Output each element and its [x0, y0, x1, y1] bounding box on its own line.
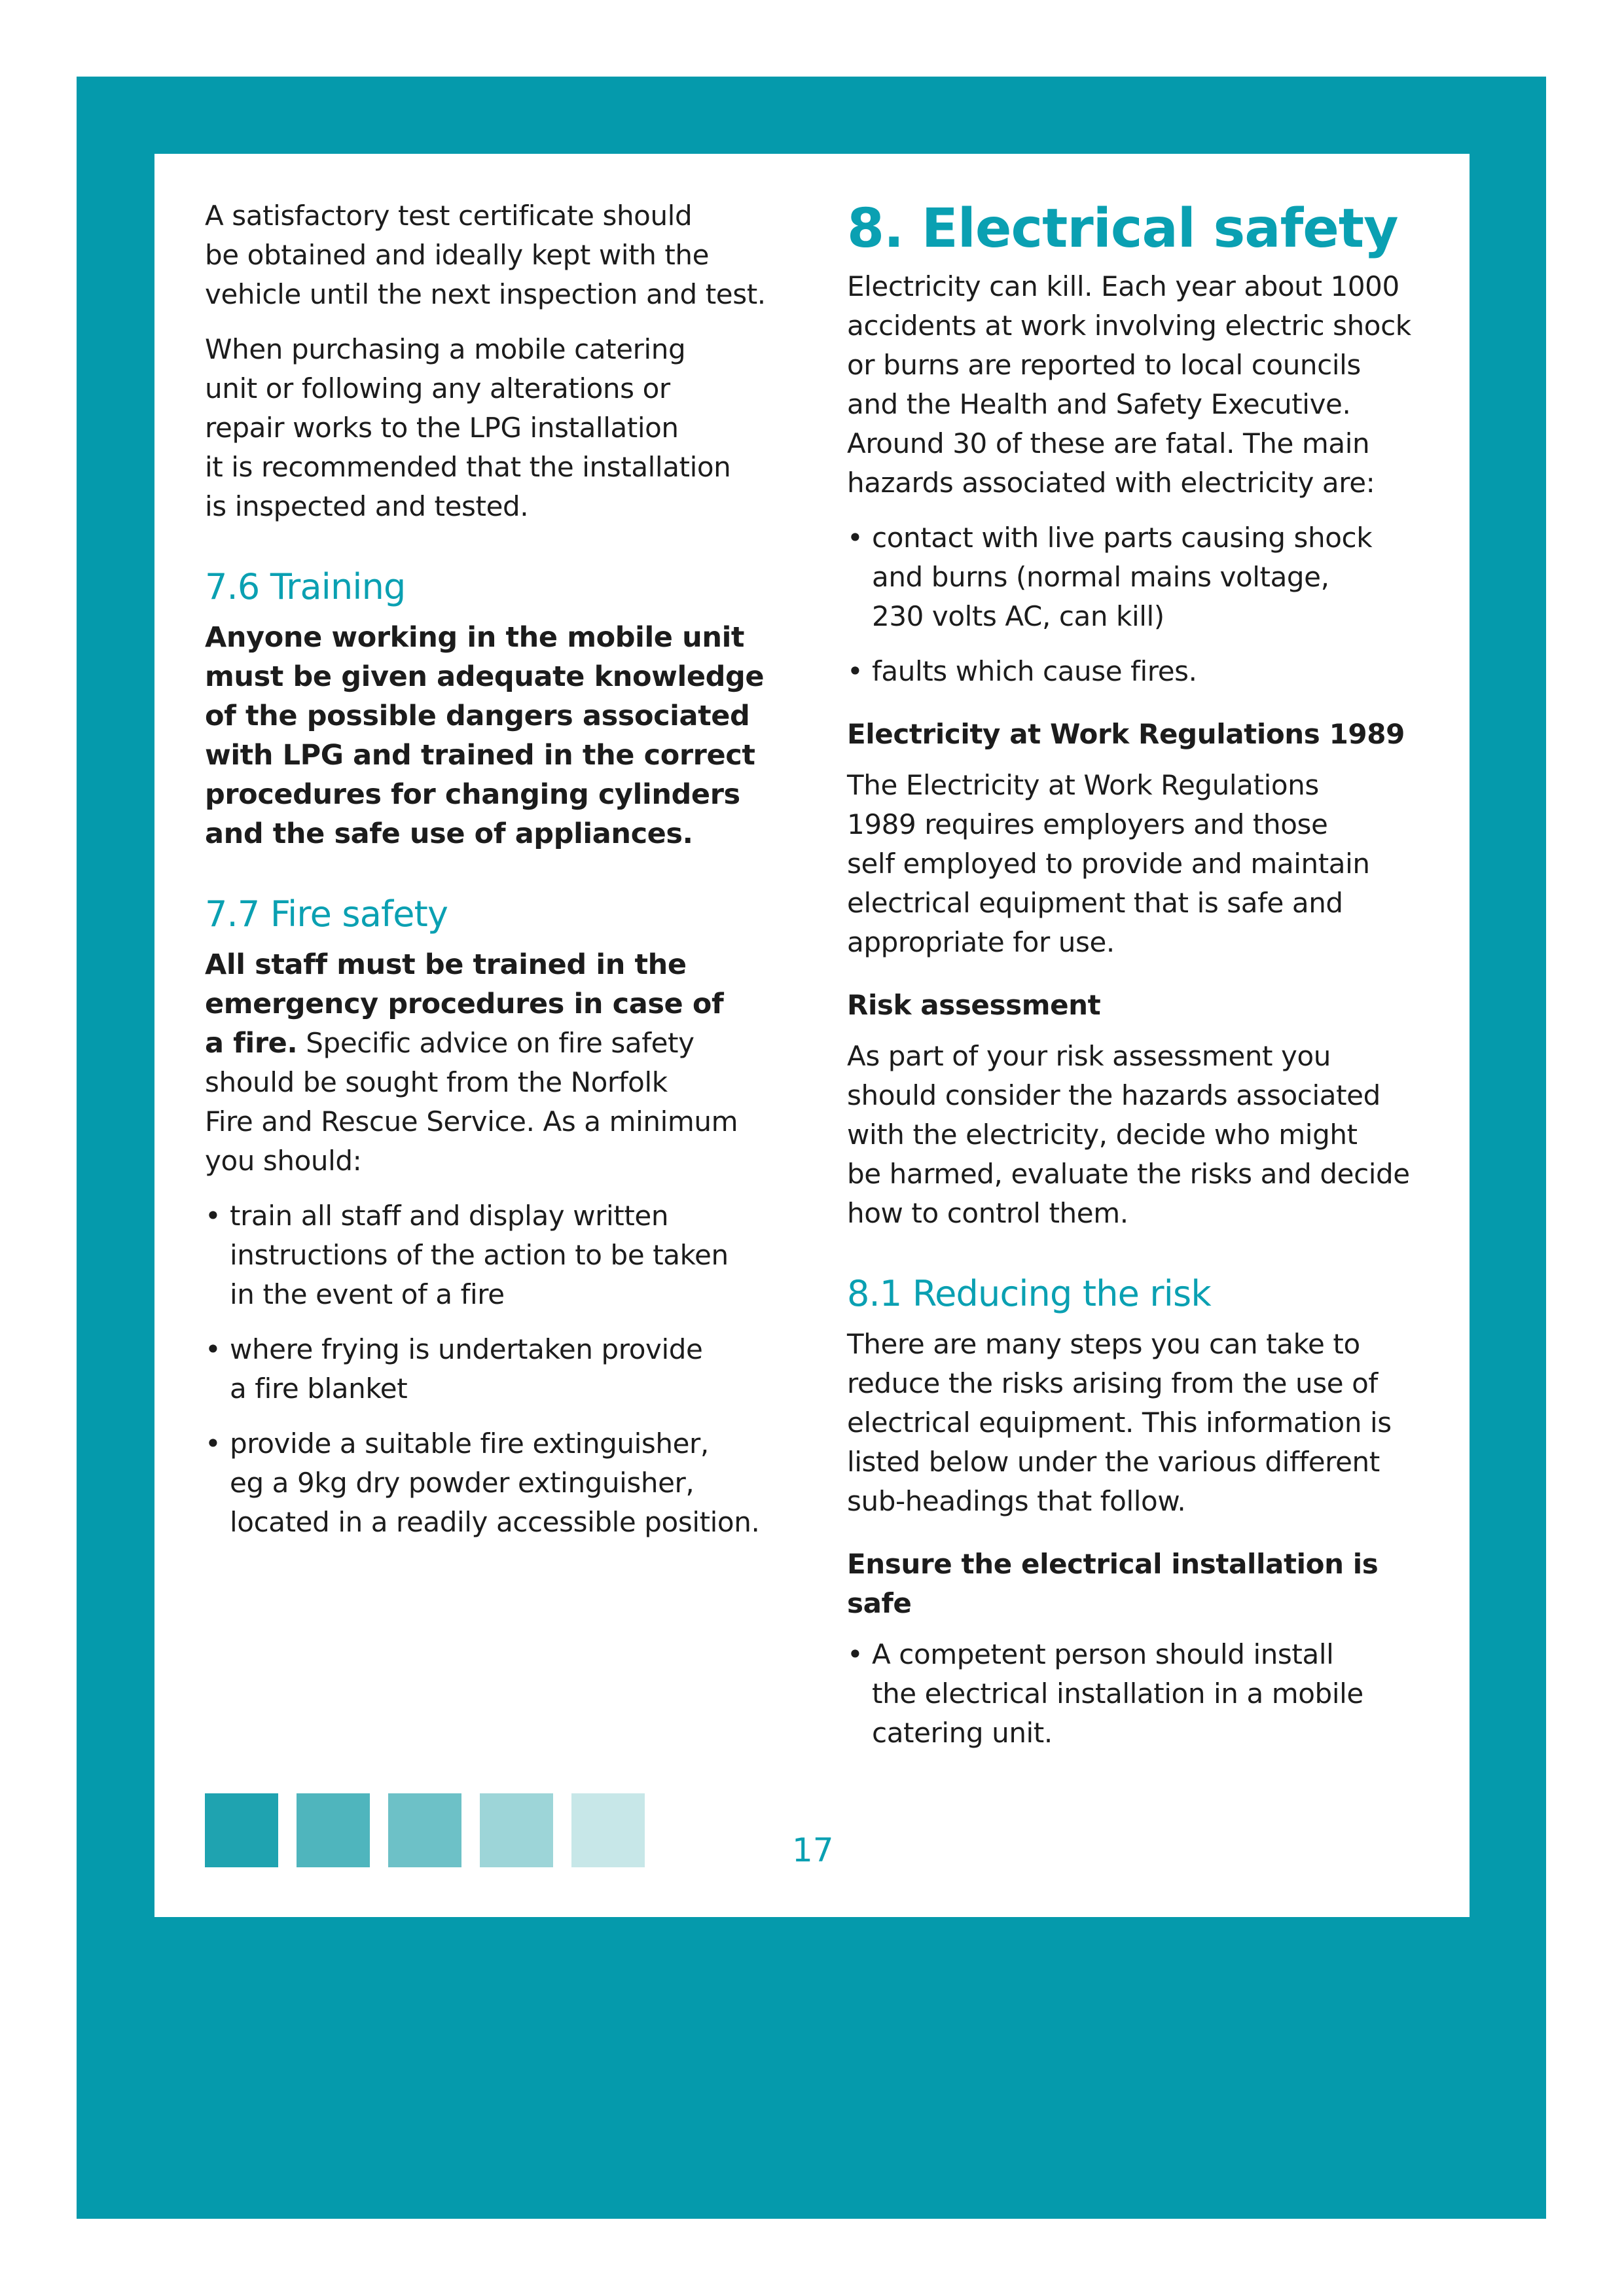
list-item: • train all staff and display written instructions of the action to be taken in the event of a fire [205, 1196, 794, 1314]
list-item: • contact with live parts causing shock and burns (normal mains voltage, 230 volts AC, can kill) [847, 518, 1436, 636]
fire-safety-list [205, 1196, 794, 1542]
list-item: • faults which cause fires. [847, 652, 1436, 691]
risk-assessment-paragraph: As part of your risk assessment you should consider the hazards associated with the electricity, decide who might be harmed, evaluate the risks and decide how to control them. [847, 1040, 1410, 1229]
installation-heading: Ensure the electrical installation is safe [847, 1548, 1379, 1619]
purchase-paragraph: When purchasing a mobile catering unit or following any alterations or repair works to the LPG installation it is recommended that the installation is inspected and tested. [205, 333, 731, 522]
training-bold-paragraph: Anyone working in the mobile unit must be given adequate knowledge of the possible dangers associated with LPG and trained in the correct procedures for changing cylinders and the safe use of appliances. [205, 621, 765, 850]
page-number: 17 [792, 1831, 834, 1869]
section-title: 8. Electrical safety [847, 198, 1398, 260]
electrical-intro-paragraph: Electricity can kill. Each year about 1000 accidents at work involving electric shock or burns are reported to local councils and the Health and Safety Executive. Around 30 of these are fatal. The main hazards associated with electricity are: [847, 270, 1411, 499]
reducing-risk-heading: 8.1 Reducing the risk [847, 1273, 1211, 1314]
list-item: • A competent person should install the electrical installation in a mobile catering unit. [847, 1635, 1436, 1753]
color-swatch [571, 1793, 645, 1867]
right-column [847, 196, 1436, 1768]
color-swatch [388, 1793, 461, 1867]
color-swatch [480, 1793, 553, 1867]
training-heading: 7.6 Training [205, 566, 406, 607]
certificate-paragraph: A satisfactory test certificate should be obtained and ideally kept with the vehicle until the next inspection and test. [205, 200, 766, 310]
hazards-list [847, 518, 1436, 691]
fire-safety-heading: 7.7 Fire safety [205, 893, 448, 935]
fire-safety-paragraph [205, 945, 794, 1181]
reducing-risk-paragraph: There are many steps you can take to reduce the risks arising from the use of electrical equipment. This information is listed below under the various different sub-headings that follow. [847, 1328, 1392, 1517]
list-item: • provide a suitable fire extinguisher, eg a 9kg dry powder extinguisher, located in a readily accessible position. [205, 1424, 794, 1542]
list-item: • where frying is undertaken provide a fire blanket [205, 1330, 794, 1408]
installation-list [847, 1635, 1436, 1753]
risk-assessment-heading: Risk assessment [847, 989, 1101, 1021]
fire-safety-text: Specific advice on fire safety should be sought from the Norfolk Fire and Rescue Service. As a minimum you should: [205, 1027, 738, 1177]
left-column [205, 196, 794, 1558]
color-swatch [297, 1793, 370, 1867]
regulations-paragraph: The Electricity at Work Regulations 1989 requires employers and those self employed to provide and maintain electrical equipment that is safe and appropriate for use. [847, 769, 1370, 958]
regulations-heading: Electricity at Work Regulations 1989 [847, 718, 1405, 750]
color-swatch [205, 1793, 278, 1867]
fire-safety-bold-lead: All staff must be trained in the emergency procedures in case of a fire. [205, 948, 724, 1060]
